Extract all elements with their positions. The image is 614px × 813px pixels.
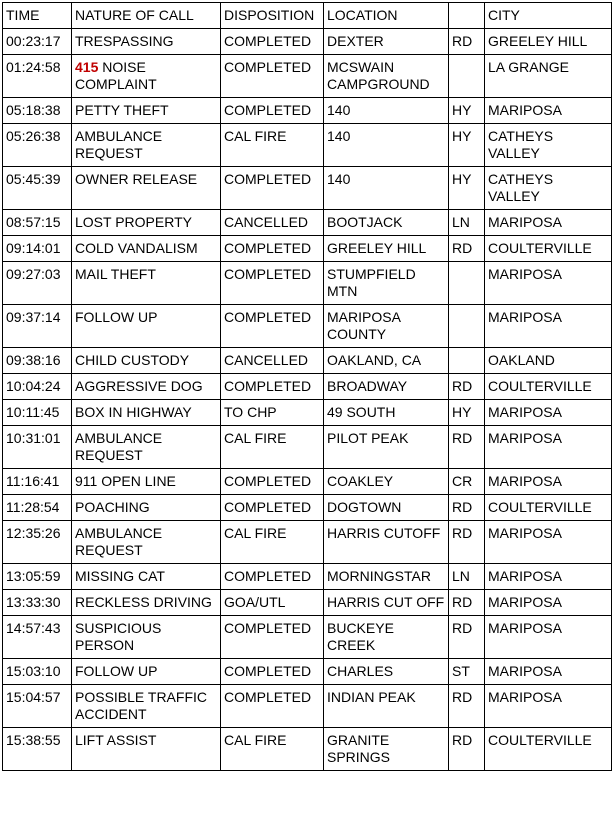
- cell-city: GREELEY HILL: [485, 29, 612, 55]
- cell-location: PILOT PEAK: [324, 426, 449, 469]
- cell-disposition: COMPLETED: [221, 495, 324, 521]
- cell-time: 15:04:57: [3, 685, 72, 728]
- cell-suffix: [449, 305, 485, 348]
- cell-city: CATHEYS VALLEY: [485, 124, 612, 167]
- cell-time: 15:03:10: [3, 659, 72, 685]
- cell-location: MORNINGSTAR: [324, 564, 449, 590]
- nature-text: 911 OPEN LINE: [75, 473, 176, 489]
- header-nature: NATURE OF CALL: [72, 3, 221, 29]
- cell-suffix: HY: [449, 124, 485, 167]
- table-row: [3, 616, 612, 659]
- nature-text: NOISE COMPLAINT: [75, 59, 157, 92]
- nature-text: MAIL THEFT: [75, 266, 156, 282]
- cell-city: MARIPOSA: [485, 98, 612, 124]
- cell-suffix: LN: [449, 564, 485, 590]
- cell-time: 11:28:54: [3, 495, 72, 521]
- cell-time: 13:33:30: [3, 590, 72, 616]
- cell-disposition: CANCELLED: [221, 348, 324, 374]
- cell-city: MARIPOSA: [485, 521, 612, 564]
- table-row: [3, 728, 612, 771]
- call-log-body: [3, 29, 612, 771]
- nature-text: RECKLESS DRIVING: [75, 594, 212, 610]
- cell-disposition: COMPLETED: [221, 29, 324, 55]
- cell-nature: [72, 236, 221, 262]
- cell-nature: [72, 564, 221, 590]
- cell-city: MARIPOSA: [485, 616, 612, 659]
- cell-city: MARIPOSA: [485, 659, 612, 685]
- cell-disposition: COMPLETED: [221, 167, 324, 210]
- cell-disposition: COMPLETED: [221, 685, 324, 728]
- cell-location: DOGTOWN: [324, 495, 449, 521]
- table-row: [3, 426, 612, 469]
- table-row: [3, 29, 612, 55]
- table-row: [3, 659, 612, 685]
- cell-nature: [72, 210, 221, 236]
- cell-nature: [72, 495, 221, 521]
- cell-disposition: CAL FIRE: [221, 124, 324, 167]
- cell-time: 05:18:38: [3, 98, 72, 124]
- cell-location: HARRIS CUT OFF: [324, 590, 449, 616]
- cell-time: 14:57:43: [3, 616, 72, 659]
- cell-time: 11:16:41: [3, 469, 72, 495]
- cell-suffix: RD: [449, 685, 485, 728]
- cell-nature: [72, 521, 221, 564]
- cell-suffix: [449, 348, 485, 374]
- cell-suffix: RD: [449, 426, 485, 469]
- cell-disposition: COMPLETED: [221, 374, 324, 400]
- cell-time: 10:31:01: [3, 426, 72, 469]
- cell-location: GRANITE SPRINGS: [324, 728, 449, 771]
- cell-location: 49 SOUTH: [324, 400, 449, 426]
- cell-suffix: HY: [449, 98, 485, 124]
- cell-disposition: CAL FIRE: [221, 728, 324, 771]
- table-row: [3, 262, 612, 305]
- table-row: [3, 685, 612, 728]
- cell-city: CATHEYS VALLEY: [485, 167, 612, 210]
- cell-suffix: RD: [449, 590, 485, 616]
- cell-nature: [72, 400, 221, 426]
- cell-disposition: CANCELLED: [221, 210, 324, 236]
- nature-text: MISSING CAT: [75, 568, 165, 584]
- cell-city: COULTERVILLE: [485, 728, 612, 771]
- cell-time: 00:23:17: [3, 29, 72, 55]
- cell-city: COULTERVILLE: [485, 495, 612, 521]
- cell-suffix: HY: [449, 167, 485, 210]
- nature-text: FOLLOW UP: [75, 309, 158, 325]
- table-row: [3, 495, 612, 521]
- table-row: [3, 167, 612, 210]
- cell-time: 05:45:39: [3, 167, 72, 210]
- table-row: [3, 236, 612, 262]
- cell-disposition: COMPLETED: [221, 564, 324, 590]
- cell-city: MARIPOSA: [485, 426, 612, 469]
- cell-time: 10:11:45: [3, 400, 72, 426]
- header-row: [3, 3, 612, 29]
- table-row: [3, 374, 612, 400]
- cell-suffix: LN: [449, 210, 485, 236]
- cell-location: OAKLAND, CA: [324, 348, 449, 374]
- cell-disposition: COMPLETED: [221, 262, 324, 305]
- cell-location: MCSWAIN CAMPGROUND: [324, 55, 449, 98]
- cell-nature: [72, 167, 221, 210]
- cell-suffix: RD: [449, 495, 485, 521]
- table-row: [3, 305, 612, 348]
- table-row: [3, 521, 612, 564]
- cell-city: MARIPOSA: [485, 262, 612, 305]
- cell-time: 12:35:26: [3, 521, 72, 564]
- cell-nature: [72, 426, 221, 469]
- cell-suffix: HY: [449, 400, 485, 426]
- cell-suffix: RD: [449, 29, 485, 55]
- nature-text: AMBULANCE REQUEST: [75, 128, 163, 161]
- cell-disposition: GOA/UTL: [221, 590, 324, 616]
- cell-suffix: CR: [449, 469, 485, 495]
- table-row: [3, 400, 612, 426]
- cell-time: 09:37:14: [3, 305, 72, 348]
- cell-suffix: RD: [449, 521, 485, 564]
- cell-location: BUCKEYE CREEK: [324, 616, 449, 659]
- cell-disposition: TO CHP: [221, 400, 324, 426]
- table-row: [3, 55, 612, 98]
- nature-text: PETTY THEFT: [75, 102, 169, 118]
- cell-location: MARIPOSA COUNTY: [324, 305, 449, 348]
- table-row: [3, 564, 612, 590]
- cell-time: 09:38:16: [3, 348, 72, 374]
- table-row: [3, 348, 612, 374]
- cell-location: HARRIS CUTOFF: [324, 521, 449, 564]
- cell-city: MARIPOSA: [485, 685, 612, 728]
- table-row: [3, 469, 612, 495]
- cell-nature: [72, 98, 221, 124]
- cell-location: BOOTJACK: [324, 210, 449, 236]
- nature-text: AMBULANCE REQUEST: [75, 525, 163, 558]
- cell-time: 09:14:01: [3, 236, 72, 262]
- cell-disposition: CAL FIRE: [221, 426, 324, 469]
- cell-disposition: COMPLETED: [221, 659, 324, 685]
- call-code: 415: [75, 59, 99, 75]
- cell-nature: [72, 29, 221, 55]
- cell-suffix: [449, 262, 485, 305]
- table-row: [3, 590, 612, 616]
- cell-city: OAKLAND: [485, 348, 612, 374]
- nature-text: FOLLOW UP: [75, 663, 158, 679]
- cell-city: MARIPOSA: [485, 400, 612, 426]
- cell-suffix: RD: [449, 374, 485, 400]
- call-log-table: [2, 2, 612, 771]
- cell-disposition: COMPLETED: [221, 616, 324, 659]
- header-city: CITY: [485, 3, 612, 29]
- cell-city: COULTERVILLE: [485, 374, 612, 400]
- cell-time: 08:57:15: [3, 210, 72, 236]
- cell-location: INDIAN PEAK: [324, 685, 449, 728]
- cell-location: DEXTER: [324, 29, 449, 55]
- cell-nature: [72, 590, 221, 616]
- cell-time: 10:04:24: [3, 374, 72, 400]
- nature-text: POSSIBLE TRAFFIC ACCIDENT: [75, 689, 207, 722]
- cell-location: 140: [324, 98, 449, 124]
- cell-disposition: COMPLETED: [221, 98, 324, 124]
- table-row: [3, 210, 612, 236]
- cell-nature: [72, 659, 221, 685]
- cell-disposition: COMPLETED: [221, 55, 324, 98]
- header-location: LOCATION: [324, 3, 449, 29]
- cell-city: MARIPOSA: [485, 210, 612, 236]
- cell-city: LA GRANGE: [485, 55, 612, 98]
- cell-disposition: CAL FIRE: [221, 521, 324, 564]
- cell-nature: [72, 262, 221, 305]
- nature-text: COLD VANDALISM: [75, 240, 198, 256]
- nature-text: LOST PROPERTY: [75, 214, 192, 230]
- nature-text: CHILD CUSTODY: [75, 352, 190, 368]
- cell-suffix: [449, 55, 485, 98]
- cell-nature: [72, 348, 221, 374]
- cell-nature: [72, 469, 221, 495]
- cell-nature: [72, 305, 221, 348]
- cell-nature: [72, 616, 221, 659]
- cell-location: COAKLEY: [324, 469, 449, 495]
- cell-suffix: RD: [449, 616, 485, 659]
- cell-suffix: RD: [449, 728, 485, 771]
- cell-city: MARIPOSA: [485, 469, 612, 495]
- cell-city: MARIPOSA: [485, 305, 612, 348]
- cell-time: 01:24:58: [3, 55, 72, 98]
- cell-time: 09:27:03: [3, 262, 72, 305]
- cell-city: MARIPOSA: [485, 564, 612, 590]
- header-disposition: DISPOSITION: [221, 3, 324, 29]
- nature-text: BOX IN HIGHWAY: [75, 404, 192, 420]
- nature-text: AMBULANCE REQUEST: [75, 430, 163, 463]
- cell-disposition: COMPLETED: [221, 236, 324, 262]
- cell-disposition: COMPLETED: [221, 305, 324, 348]
- cell-location: 140: [324, 124, 449, 167]
- cell-location: STUMPFIELD MTN: [324, 262, 449, 305]
- header-suffix: [449, 3, 485, 29]
- cell-location: CHARLES: [324, 659, 449, 685]
- cell-nature: [72, 685, 221, 728]
- cell-city: MARIPOSA: [485, 590, 612, 616]
- cell-location: GREELEY HILL: [324, 236, 449, 262]
- table-row: [3, 124, 612, 167]
- cell-suffix: ST: [449, 659, 485, 685]
- cell-time: 05:26:38: [3, 124, 72, 167]
- nature-text: OWNER RELEASE: [75, 171, 198, 187]
- nature-text: LIFT ASSIST: [75, 732, 157, 748]
- cell-time: 15:38:55: [3, 728, 72, 771]
- nature-text: TRESPASSING: [75, 33, 174, 49]
- table-row: [3, 98, 612, 124]
- cell-nature: [72, 124, 221, 167]
- nature-text: AGGRESSIVE DOG: [75, 378, 203, 394]
- cell-disposition: COMPLETED: [221, 469, 324, 495]
- header-time: TIME: [3, 3, 72, 29]
- cell-location: BROADWAY: [324, 374, 449, 400]
- cell-location: 140: [324, 167, 449, 210]
- cell-nature: [72, 374, 221, 400]
- cell-city: COULTERVILLE: [485, 236, 612, 262]
- cell-nature: [72, 55, 221, 98]
- cell-time: 13:05:59: [3, 564, 72, 590]
- cell-nature: [72, 728, 221, 771]
- nature-text: SUSPICIOUS PERSON: [75, 620, 162, 653]
- nature-text: POACHING: [75, 499, 150, 515]
- cell-suffix: RD: [449, 236, 485, 262]
